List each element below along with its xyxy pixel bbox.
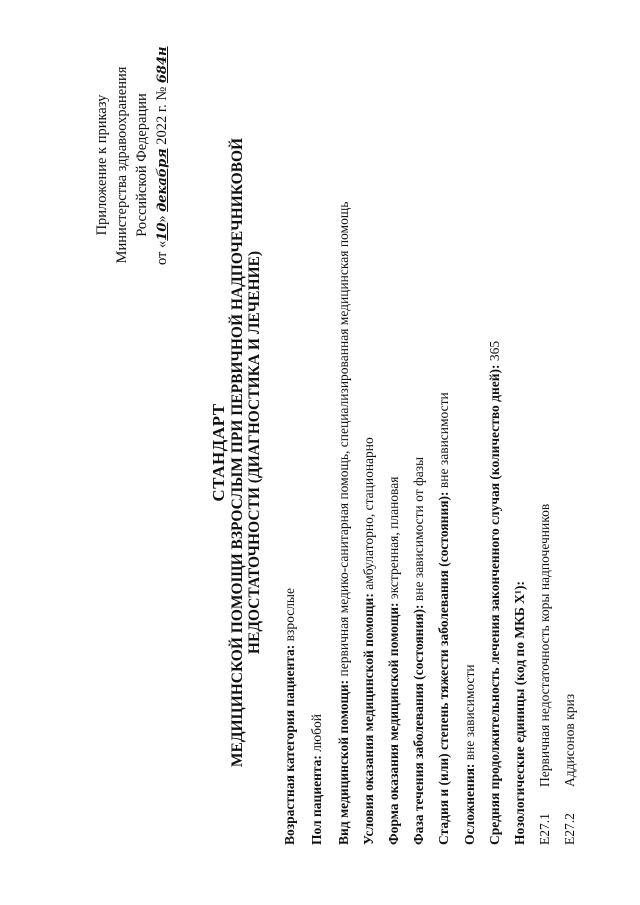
field-value: первичная медико-санитарная помощь, специализированная медицинская помощь	[336, 201, 351, 680]
field-label: Возрастная категория пациента:	[282, 644, 297, 845]
diagnosis-code: E27.1	[537, 813, 552, 845]
field-value: амбулаторно, стационарно	[361, 437, 376, 594]
field-label: Форма оказания медицинской помощи:	[386, 602, 401, 845]
field-value: взрослые	[282, 588, 297, 645]
field-label: Нозологические единицы (код по МКБ X¹):	[512, 581, 527, 845]
list-item	[562, 694, 578, 845]
field-value: вне зависимости от фазы	[411, 456, 426, 605]
field-care-form	[386, 477, 402, 845]
field-sex	[309, 714, 325, 845]
field-value: вне зависимости	[436, 392, 451, 492]
field-label: Стадия и (или) степень тяжести заболевания (состояния):	[436, 491, 451, 845]
title-line-1: МЕДИЦИНСКОЙ ПОМОЩИ ВЗРОСЛЫМ ПРИ ПЕРВИЧНОЙ НАДПОЧЕЧНИКОВОЙ	[229, 137, 246, 768]
field-complications	[462, 664, 478, 845]
title-line-2: НЕДОСТАТОЧНОСТИ (ДИАГНОСТИКА И ЛЕЧЕНИЕ)	[246, 250, 263, 655]
date-day: 10	[155, 222, 170, 241]
field-label: Средняя продолжительность лечения законченного случая (количество дней):	[487, 364, 502, 845]
diagnosis-name: Первичная недостаточность коры надпочечников	[537, 503, 552, 787]
diagnosis-name: Аддисонов криз	[562, 693, 577, 787]
document-title	[210, 60, 263, 845]
field-care-type	[336, 202, 352, 845]
list-item	[537, 504, 553, 845]
order-number: 684н	[155, 46, 170, 84]
field-nosological-units	[512, 581, 528, 845]
approval-block	[92, 46, 173, 265]
date-prefix: от «	[154, 240, 170, 265]
date-month: декабря	[155, 148, 170, 212]
date-year: 2022 г. №	[154, 86, 170, 145]
field-label: Осложнения:	[462, 763, 477, 845]
field-value: вне зависимости	[462, 664, 477, 764]
field-value: экстренная, плановая	[386, 476, 401, 603]
field-treatment-duration	[487, 341, 503, 845]
field-value: любой	[309, 714, 324, 756]
field-disease-stage	[436, 392, 452, 845]
date-mid: »	[154, 215, 170, 223]
field-label: Пол пациента:	[309, 755, 324, 845]
field-age-category	[282, 588, 298, 845]
field-label: Вид медицинской помощи:	[336, 679, 351, 845]
field-value: 365	[487, 340, 502, 365]
field-care-conditions	[361, 437, 377, 845]
approval-line-3: Российской Федерации	[134, 93, 150, 237]
diagnosis-code: E27.2	[562, 813, 577, 845]
approval-line-2: Министерства здравоохранения	[114, 66, 130, 264]
field-label: Условия оказания медицинской помощи:	[361, 593, 376, 845]
approval-date-line	[152, 46, 173, 265]
field-label: Фаза течения заболевания (состояния):	[411, 604, 426, 845]
field-disease-phase	[411, 457, 427, 845]
title-main: СТАНДАРТ	[209, 403, 228, 502]
approval-line-1: Приложение к приказу	[94, 94, 110, 236]
